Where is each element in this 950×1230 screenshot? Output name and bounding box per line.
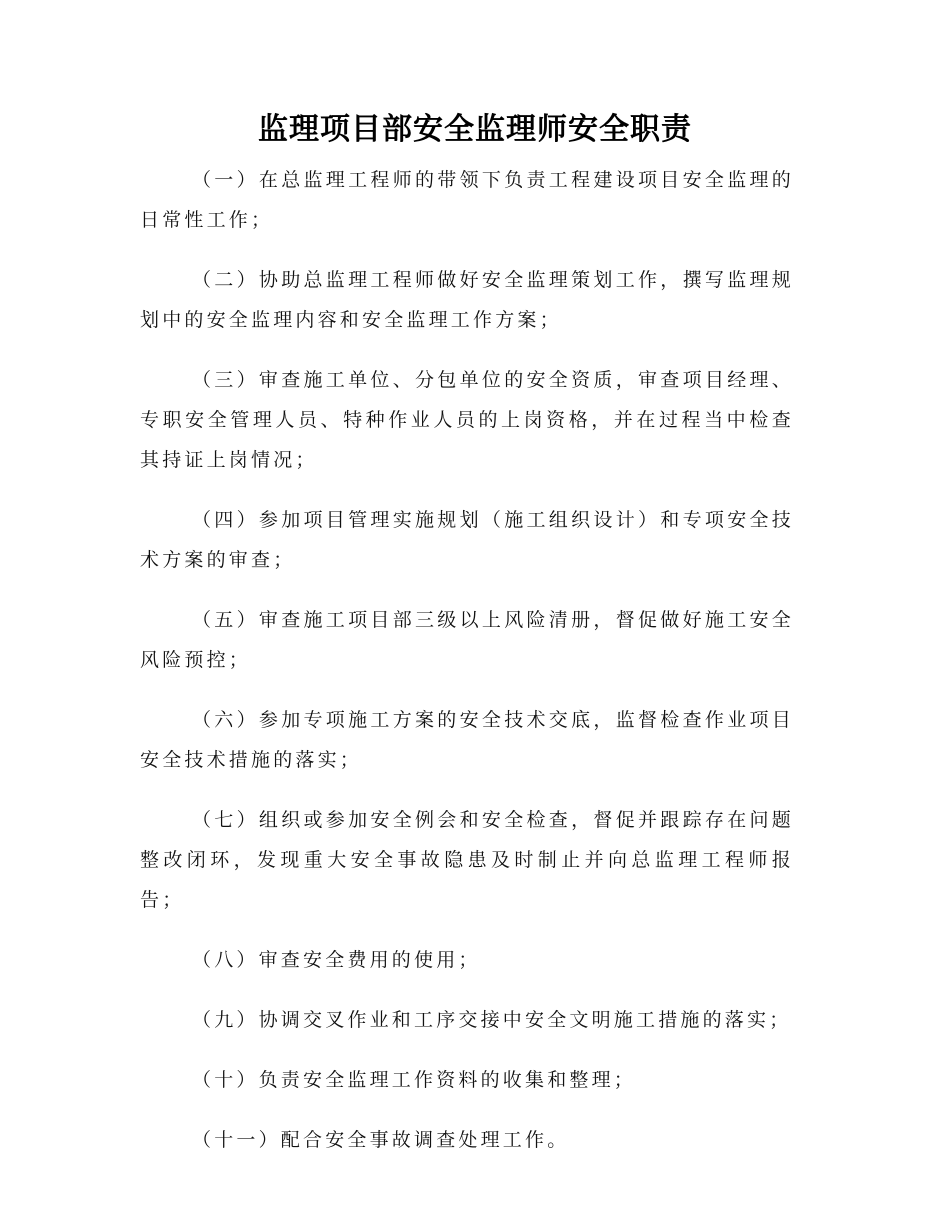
document-title: 监理项目部安全监理师安全职责 [258, 112, 692, 147]
paragraph-2: （二）协助总监理工程师做好安全监理策划工作，撰写监理规划中的安全监理内容和安全监理工作方案； [140, 269, 794, 331]
paragraph-4: （四）参加项目管理实施规划（施工组织设计）和专项安全技术方案的审查； [140, 509, 794, 571]
paragraph-7: （七）组织或参加安全例会和安全检查，督促并跟踪存在问题整改闭环，发现重大安全事故隐患及时制止并向总监理工程师报告； [140, 809, 794, 911]
paragraph-9: （九）协调交叉作业和工序交接中安全文明施工措施的落实； [192, 1009, 792, 1031]
paragraph-8: （八）审查安全费用的使用； [192, 949, 481, 971]
paragraph-3: （三）审查施工单位、分包单位的安全资质，审查项目经理、专职安全管理人员、特种作业人员的上岗资格，并在过程当中检查其持证上岗情况； [140, 369, 794, 471]
paragraph-6: （六）参加专项施工方案的安全技术交底，监督检查作业项目安全技术措施的落实； [140, 709, 794, 771]
paragraph-5: （五）审查施工项目部三级以上风险清册，督促做好施工安全风险预控； [140, 609, 794, 671]
paragraph-10: （十）负责安全监理工作资料的收集和整理； [192, 1069, 637, 1091]
document-body [140, 160, 794, 1180]
paragraph-11: （十一）配合安全事故调查处理工作。 [192, 1129, 570, 1151]
paragraph-1: （一）在总监理工程师的带领下负责工程建设项目安全监理的日常性工作； [140, 169, 794, 231]
